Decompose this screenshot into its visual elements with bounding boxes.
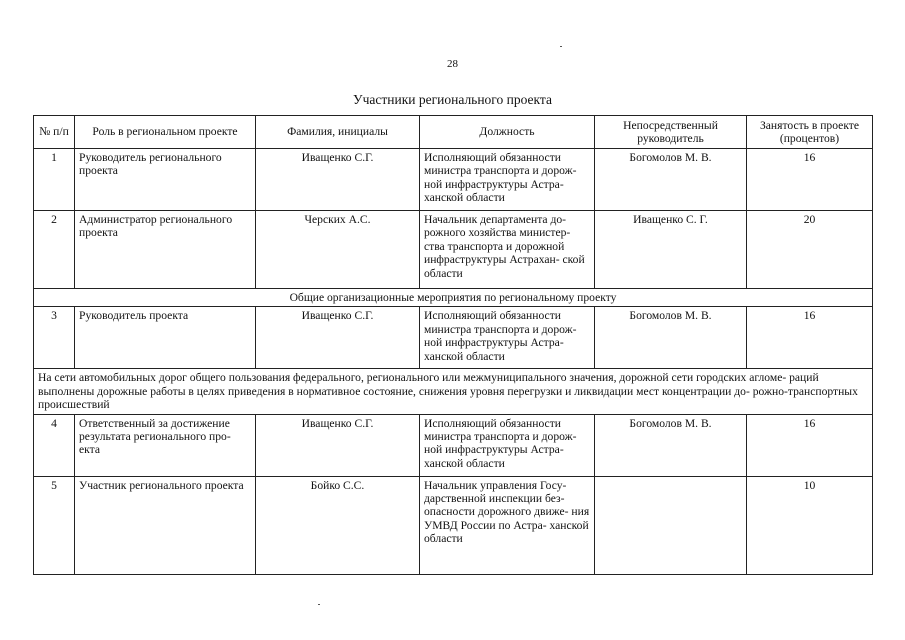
table-row	[34, 307, 873, 369]
cell-load: 16	[747, 414, 873, 476]
cell-manager: Богомолов М. В.	[595, 149, 747, 211]
table-row	[34, 414, 873, 476]
cell-manager: Богомолов М. В.	[595, 414, 747, 476]
header-name: Фамилия, инициалы	[256, 116, 420, 149]
cell-load: 20	[747, 211, 873, 289]
cell-load: 16	[747, 149, 873, 211]
table-row	[34, 149, 873, 211]
section-row	[34, 369, 873, 414]
cell-role: Администратор регионального проекта	[75, 211, 256, 289]
section-row	[34, 289, 873, 307]
header-role: Роль в региональном проекте	[75, 116, 256, 149]
cell-manager: Богомолов М. В.	[595, 307, 747, 369]
cell-num: 1	[34, 149, 75, 211]
cell-load: 10	[747, 476, 873, 574]
header-num: № п/п	[34, 116, 75, 149]
table-row	[34, 476, 873, 574]
cell-num: 4	[34, 414, 75, 476]
table-header-row	[34, 116, 873, 149]
cell-manager	[595, 476, 747, 574]
scan-speck	[560, 46, 562, 47]
cell-role: Руководитель проекта	[75, 307, 256, 369]
participants-table	[33, 115, 873, 575]
cell-name: Иващенко С.Г.	[256, 149, 420, 211]
header-position: Должность	[420, 116, 595, 149]
cell-position: Исполняющий обязанности министра транспорта и дорож- ной инфраструктуры Астра- ханской области	[420, 307, 595, 369]
page-title: Участники регионального проекта	[353, 92, 552, 107]
cell-name: Иващенко С.Г.	[256, 307, 420, 369]
cell-role: Участник регионального проекта	[75, 476, 256, 574]
cell-num: 3	[34, 307, 75, 369]
cell-role: Руководитель регионального проекта	[75, 149, 256, 211]
cell-position: Начальник управления Госу- дарственной инспекции без- опасности дорожного движе- ния УМВД России по Астра- ханской области	[420, 476, 595, 574]
cell-manager: Иващенко С. Г.	[595, 211, 747, 289]
header-manager: Непосредственный руководитель	[595, 116, 747, 149]
cell-position: Исполняющий обязанности министра транспорта и дорож- ной инфраструктуры Астра- ханской области	[420, 149, 595, 211]
section-title: Общие организационные мероприятия по региональному проекту	[34, 289, 873, 307]
cell-num: 2	[34, 211, 75, 289]
cell-name: Иващенко С.Г.	[256, 414, 420, 476]
section-description: На сети автомобильных дорог общего пользования федерального, регионального или межмуниципального значения, дорожной сети городских агломе- раций выполнены дорожные работы в целях приведения в нормативное состояние, снижения уровня перегрузки и ликвидации мест концентрации до- рожно-транспортных происшествий	[34, 369, 873, 414]
cell-load: 16	[747, 307, 873, 369]
header-load: Занятость в проекте (процентов)	[747, 116, 873, 149]
cell-role: Ответственный за достижение результата регионального про- екта	[75, 414, 256, 476]
scan-speck	[318, 604, 320, 605]
cell-name: Черских А.С.	[256, 211, 420, 289]
table-row	[34, 211, 873, 289]
cell-position: Начальник департамента до- рожного хозяйства министер- ства транспорта и дорожной инфраструктуры Астрахан- ской области	[420, 211, 595, 289]
cell-position: Исполняющий обязанности министра транспорта и дорож- ной инфраструктуры Астра- ханской области	[420, 414, 595, 476]
cell-num: 5	[34, 476, 75, 574]
cell-name: Бойко С.С.	[256, 476, 420, 574]
page-number: 28	[447, 58, 458, 70]
